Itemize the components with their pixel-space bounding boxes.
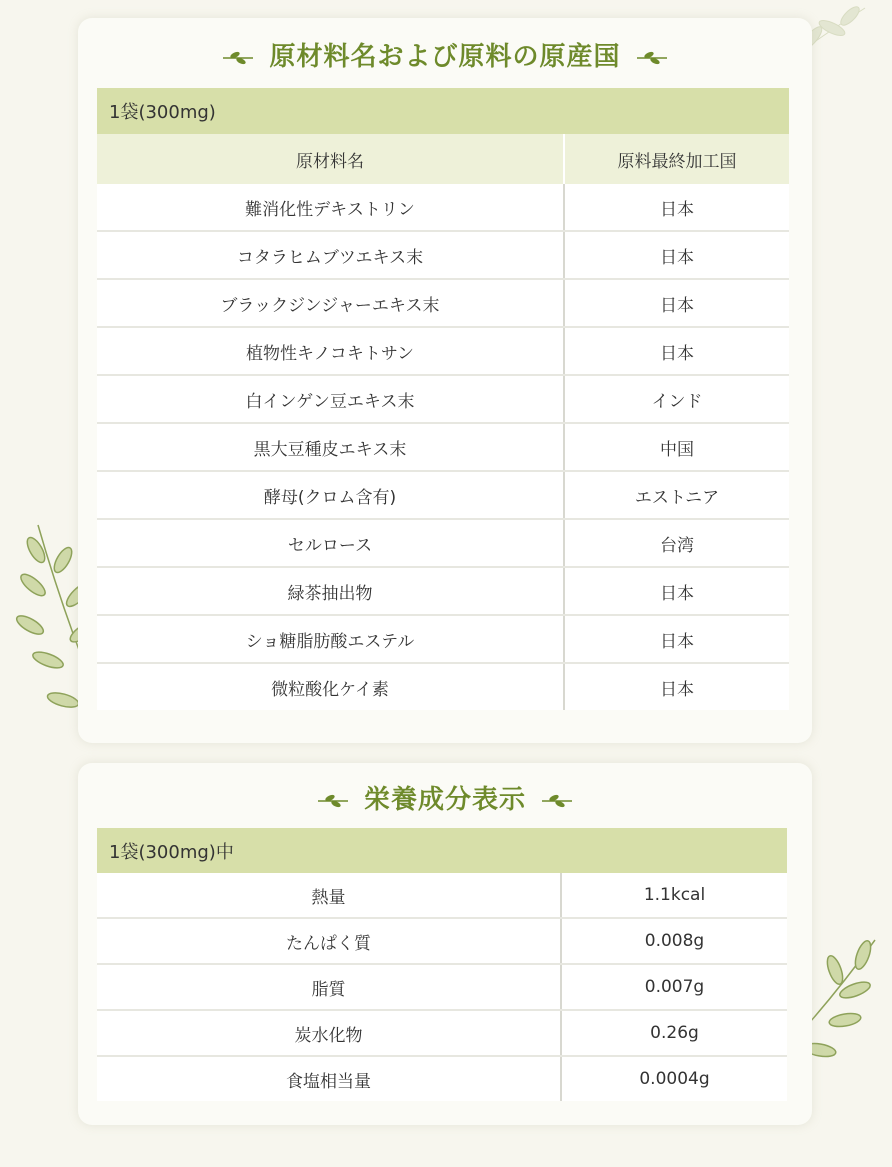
nutrient-value-cell: 0.26g xyxy=(561,1010,787,1056)
origin-country-cell: 日本 xyxy=(564,327,789,375)
ingredients-title-text: 原材料名および原料の原産国 xyxy=(269,42,621,72)
table-row xyxy=(97,1056,787,1101)
table-row xyxy=(97,375,789,423)
table-row xyxy=(97,1010,787,1056)
leaf-ornament-icon xyxy=(221,51,255,65)
origin-country-cell: 日本 xyxy=(564,184,789,231)
nutrition-table xyxy=(97,828,787,1101)
nutrition-serving-header-row xyxy=(97,828,787,873)
column-header-ingredient: 原材料名 xyxy=(97,134,564,184)
nutrient-value-cell: 0.008g xyxy=(561,918,787,964)
nutrient-name-cell: たんぱく質 xyxy=(97,918,561,964)
nutrient-name-cell: 炭水化物 xyxy=(97,1010,561,1056)
table-row xyxy=(97,663,789,710)
table-row xyxy=(97,327,789,375)
table-row xyxy=(97,615,789,663)
origin-country-cell: 中国 xyxy=(564,423,789,471)
column-header-row xyxy=(97,134,789,184)
table-row xyxy=(97,873,787,918)
origin-country-cell: 日本 xyxy=(564,279,789,327)
serving-header: 1袋(300mg) xyxy=(97,88,789,134)
ingredients-table xyxy=(97,88,789,710)
table-row xyxy=(97,471,789,519)
ingredients-card xyxy=(78,18,812,743)
ingredient-name-cell: 植物性キノコキトサン xyxy=(97,327,564,375)
origin-country-cell: インド xyxy=(564,375,789,423)
ingredient-name-cell: 微粒酸化ケイ素 xyxy=(97,663,564,710)
nutrient-value-cell: 0.0004g xyxy=(561,1056,787,1101)
leaf-ornament-icon xyxy=(635,51,669,65)
ingredient-name-cell: 難消化性デキストリン xyxy=(97,184,564,231)
nutrition-card xyxy=(78,763,812,1125)
leaf-ornament-icon xyxy=(540,794,574,808)
nutrient-name-cell: 脂質 xyxy=(97,964,561,1010)
ingredient-name-cell: ショ糖脂肪酸エステル xyxy=(97,615,564,663)
nutrient-value-cell: 0.007g xyxy=(561,964,787,1010)
ingredient-name-cell: ブラックジンジャーエキス末 xyxy=(97,279,564,327)
nutrition-serving-header: 1袋(300mg)中 xyxy=(97,828,787,873)
table-row xyxy=(97,231,789,279)
ingredients-title xyxy=(78,36,812,73)
origin-country-cell: 日本 xyxy=(564,231,789,279)
table-row xyxy=(97,279,789,327)
origin-country-cell: 日本 xyxy=(564,567,789,615)
table-row xyxy=(97,519,789,567)
nutrition-title-text: 栄養成分表示 xyxy=(363,785,526,815)
table-row xyxy=(97,423,789,471)
nutrient-value-cell: 1.1kcal xyxy=(561,873,787,918)
origin-country-cell: エストニア xyxy=(564,471,789,519)
ingredient-name-cell: 黒大豆種皮エキス末 xyxy=(97,423,564,471)
ingredient-name-cell: 酵母(クロム含有) xyxy=(97,471,564,519)
origin-country-cell: 日本 xyxy=(564,663,789,710)
origin-country-cell: 台湾 xyxy=(564,519,789,567)
serving-header-row xyxy=(97,88,789,134)
table-row xyxy=(97,964,787,1010)
table-row xyxy=(97,184,789,231)
ingredient-name-cell: 緑茶抽出物 xyxy=(97,567,564,615)
ingredient-name-cell: 白インゲン豆エキス末 xyxy=(97,375,564,423)
nutrition-title xyxy=(78,779,812,816)
table-row xyxy=(97,567,789,615)
nutrient-name-cell: 熱量 xyxy=(97,873,561,918)
column-header-country: 原料最終加工国 xyxy=(564,134,789,184)
ingredient-name-cell: コタラヒムブツエキス末 xyxy=(97,231,564,279)
ingredient-name-cell: セルロース xyxy=(97,519,564,567)
nutrient-name-cell: 食塩相当量 xyxy=(97,1056,561,1101)
leaf-ornament-icon xyxy=(316,794,350,808)
origin-country-cell: 日本 xyxy=(564,615,789,663)
table-row xyxy=(97,918,787,964)
